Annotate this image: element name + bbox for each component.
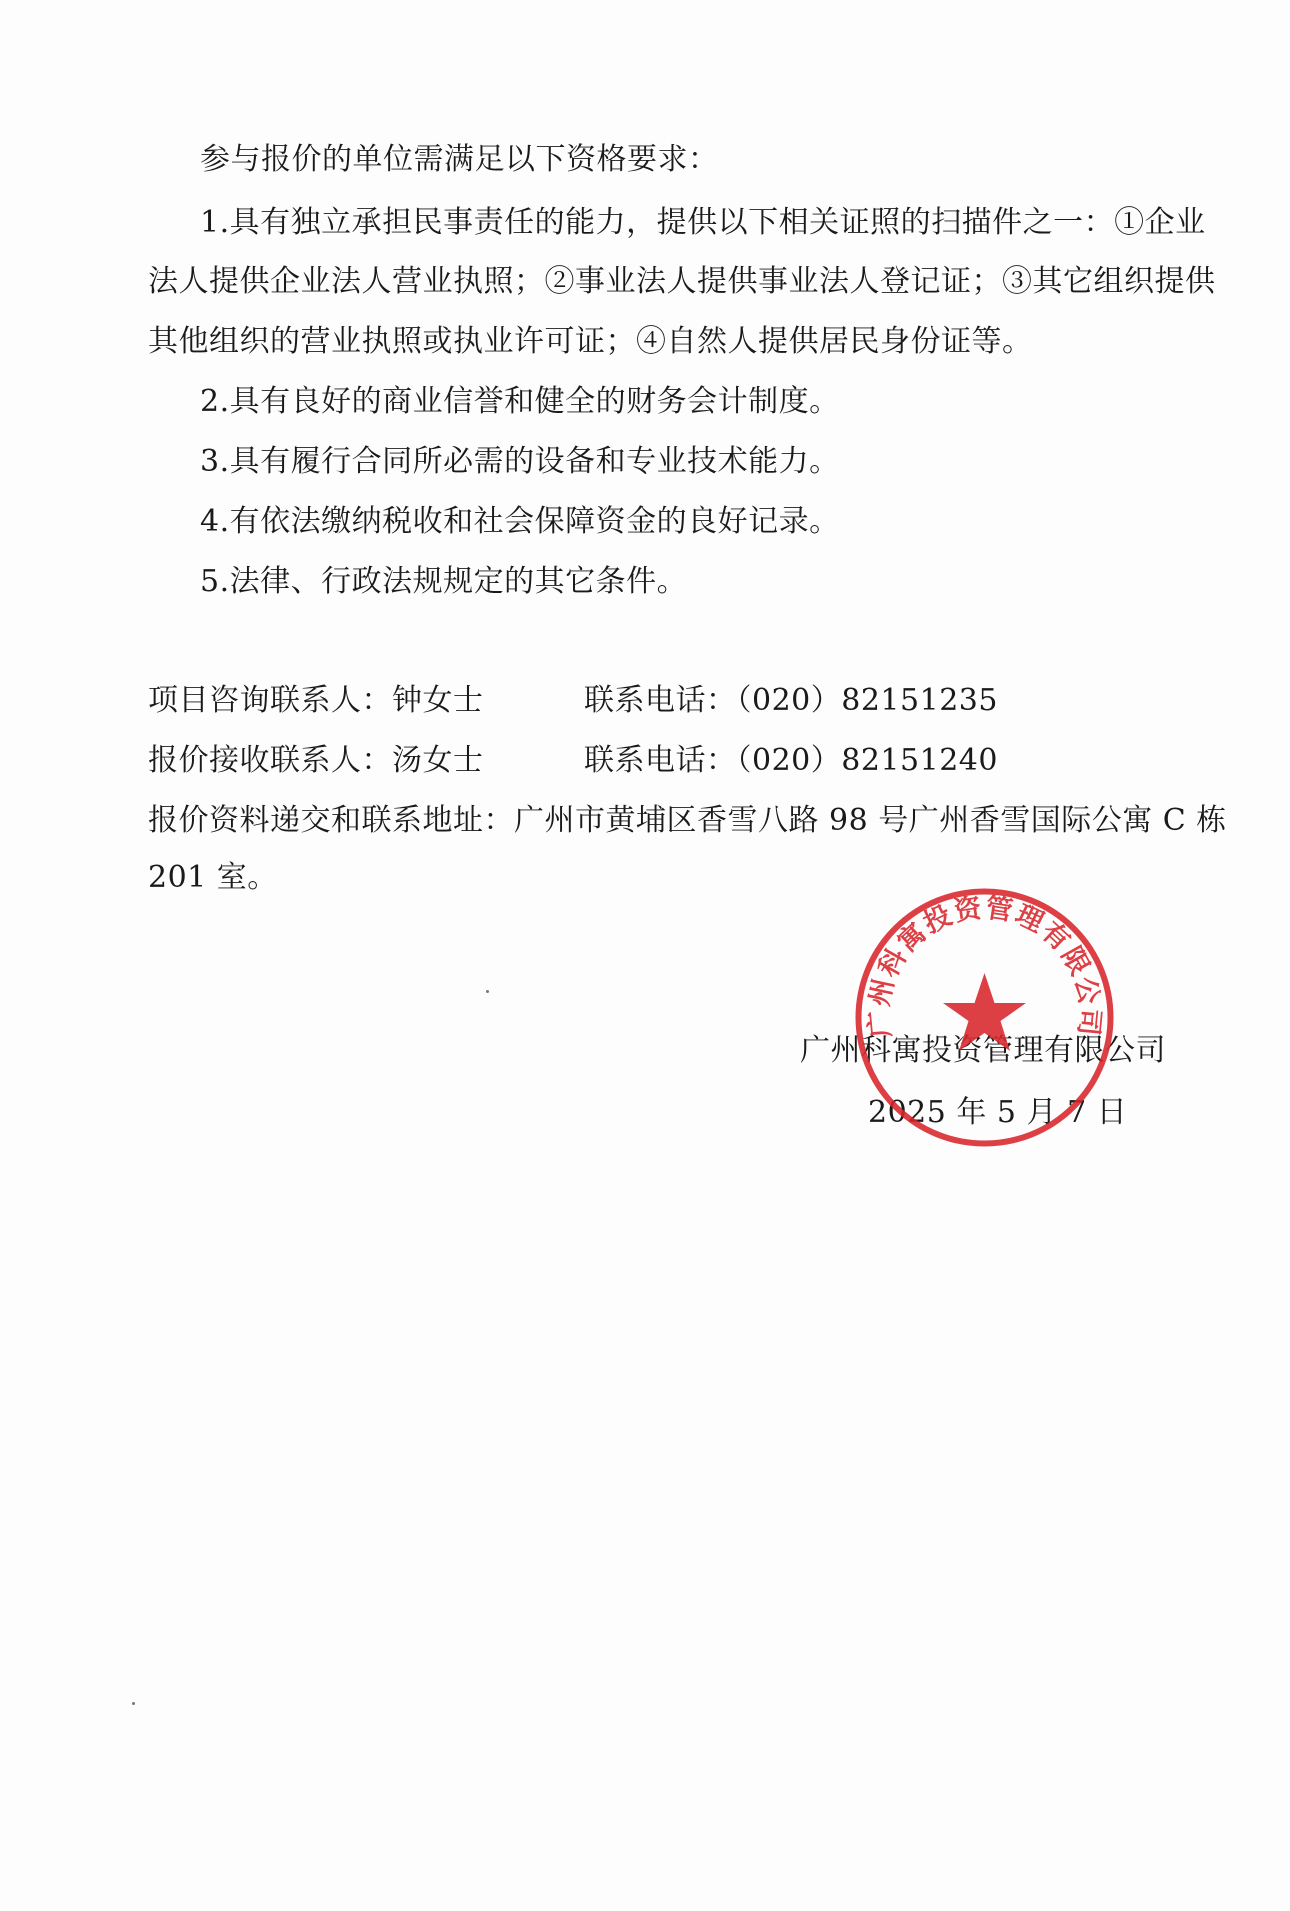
project-phone: 联系电话：（020）82151235	[584, 683, 998, 718]
requirement-3: 3.具有履行合同所必需的设备和专业技术能力。	[200, 444, 840, 479]
requirement-1-line-2: 法人提供企业法人营业执照；②事业法人提供事业法人登记证；③其它组织提供	[148, 264, 1216, 299]
seal-star-icon	[943, 973, 1026, 1051]
scan-speck	[132, 1702, 135, 1705]
address-line-2: 201 室。	[148, 860, 278, 895]
address-line-1: 报价资料递交和联系地址：广州市黄埔区香雪八路 98 号广州香雪国际公寓 C 栋	[148, 803, 1227, 838]
requirement-2: 2.具有良好的商业信誉和健全的财务会计制度。	[200, 384, 840, 419]
signature-date: 2025 年 5 月 7 日	[868, 1095, 1128, 1130]
requirement-5: 5.法律、行政法规规定的其它条件。	[200, 564, 688, 599]
scan-speck	[486, 990, 489, 993]
project-contact: 项目咨询联系人：钟女士	[148, 683, 484, 718]
requirements-intro: 参与报价的单位需满足以下资格要求：	[200, 142, 719, 177]
requirement-1-line-3: 其他组织的营业执照或执业许可证；④自然人提供居民身份证等。	[148, 324, 1033, 359]
company-seal	[852, 885, 1117, 1150]
requirement-1-line-1: 1.具有独立承担民事责任的能力，提供以下相关证照的扫描件之一：①企业	[200, 205, 1206, 240]
seal-text: 广州科寓投资管理有限公司	[863, 892, 1106, 1039]
quote-contact: 报价接收联系人：汤女士	[148, 743, 484, 778]
signature-company: 广州科寓投资管理有限公司	[800, 1033, 1166, 1068]
requirement-4: 4.有依法缴纳税收和社会保障资金的良好记录。	[200, 504, 840, 539]
quote-phone: 联系电话：（020）82151240	[584, 743, 998, 778]
